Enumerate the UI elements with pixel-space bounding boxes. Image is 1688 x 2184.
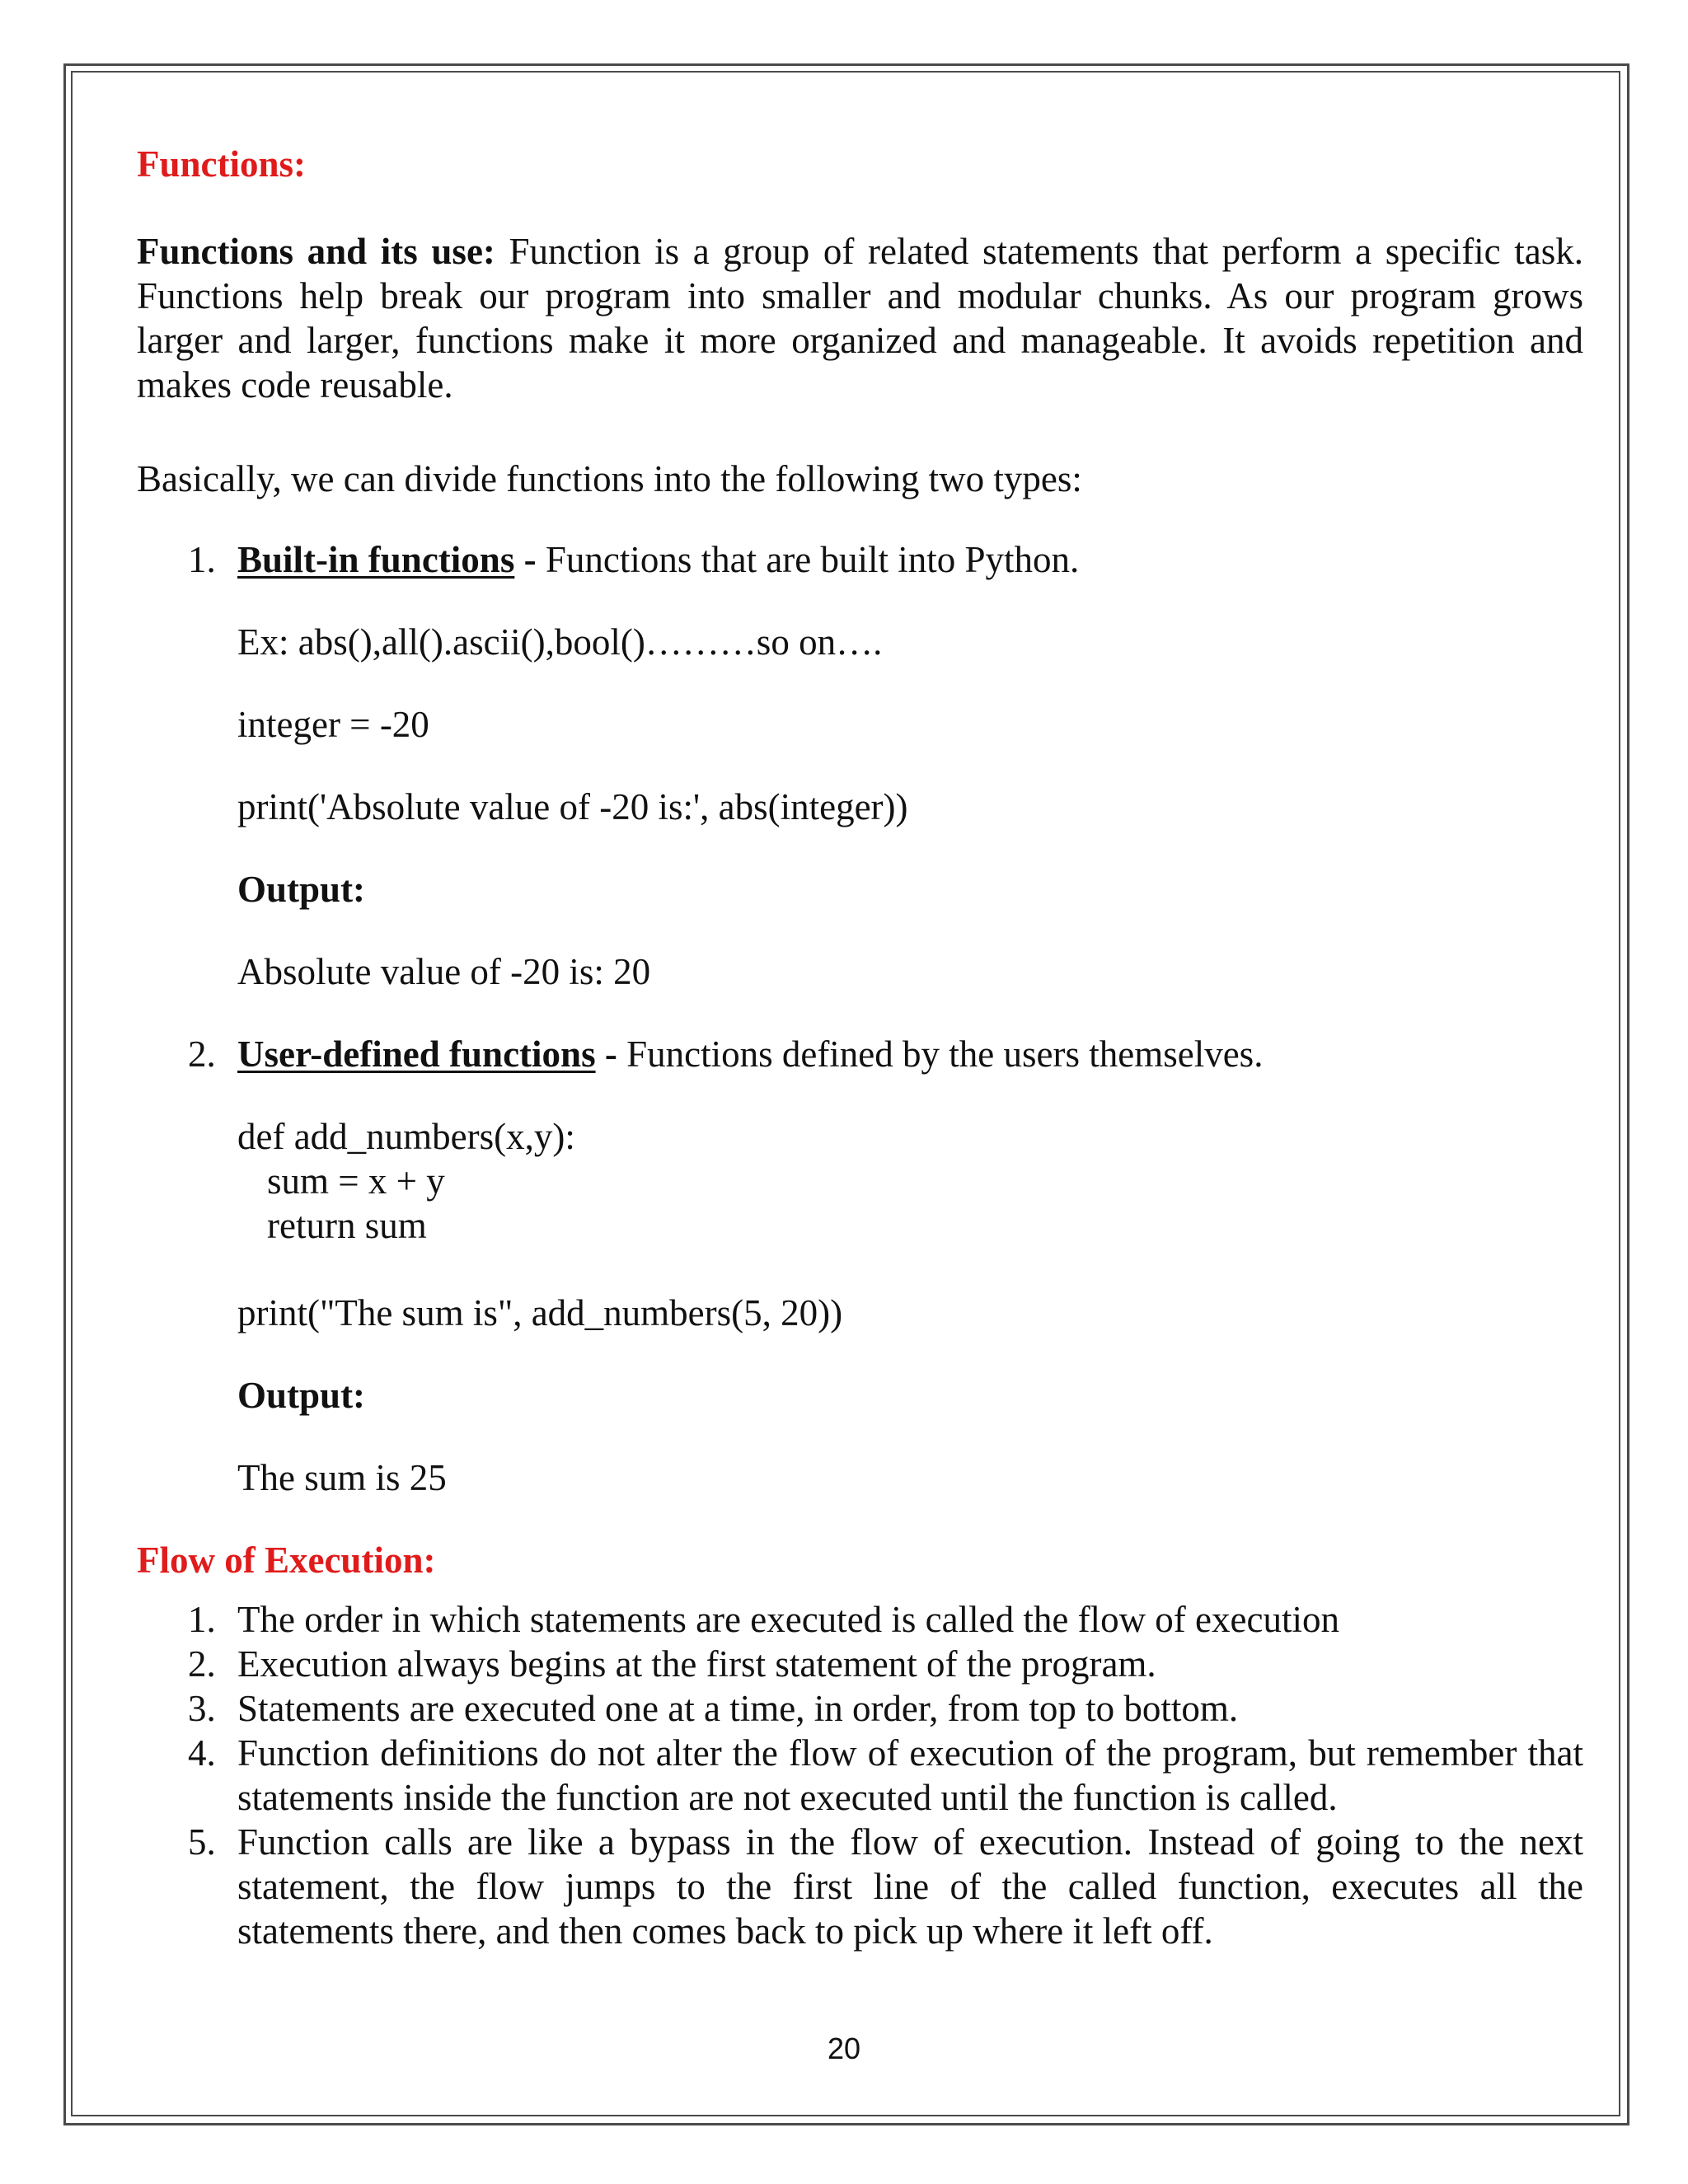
userdefined-code-line-2-text: sum = x + y [267,1160,445,1202]
flow-heading: Flow of Execution: [137,1540,436,1581]
flow-item-number: 3. [188,1688,216,1729]
userdefined-code-line-2 [137,1159,1583,1203]
userdefined-description: Functions defined by the users themselves. [626,1033,1264,1075]
flow-item-number: 1. [188,1599,216,1640]
userdefined-dash: - [595,1033,627,1075]
functions-intro-label: Functions and its use: [137,231,495,272]
userdefined-title: User-defined functions [237,1033,596,1075]
flow-item-number: 4. [188,1732,216,1774]
builtin-example: Ex: abs(),all().ascii(),bool()………so on…. [237,621,883,663]
flow-item-text: Statements are executed one at a time, in order, from top to bottom. [237,1688,1239,1729]
userdefined-code-line-1: def add_numbers(x,y): [237,1116,575,1157]
flow-item [137,1686,1583,1731]
flow-item [137,1642,1583,1686]
flow-item-number: 2. [188,1643,216,1685]
builtin-output-label: Output: [237,869,366,910]
functions-heading: Functions: [137,143,307,185]
userdefined-output-label: Output: [237,1375,366,1416]
functions-intro-paragraph [137,229,1583,407]
userdefined-code-line-4: print("The sum is", add_numbers(5, 20)) [237,1292,843,1333]
userdefined-output-value: The sum is 25 [237,1457,447,1498]
flow-item-number: 5. [188,1821,216,1863]
userdefined-number: 2. [188,1033,216,1075]
builtin-code-line-1: integer = -20 [237,704,429,745]
flow-item [137,1597,1583,1642]
flow-item-text: Function calls are like a bypass in the flow of execution. Instead of going to the next statement, the flow jumps to the first line of the called function, executes all the statements there, and then comes back to pick up where it left off. [237,1821,1583,1952]
flow-item-text: The order in which statements are executed is called the flow of execution [237,1599,1339,1640]
page-content [137,132,1583,1953]
userdefined-code-line-3-text: return sum [267,1205,427,1246]
flow-item [137,1820,1583,1953]
flow-list [137,1597,1583,1953]
flow-item-text: Execution always begins at the first statement of the program. [237,1643,1156,1685]
flow-item [137,1731,1583,1820]
flow-item-text: Function definitions do not alter the flow of execution of the program, but remember that statements inside the function are not executed until the function is called. [237,1732,1583,1818]
builtin-output-value: Absolute value of -20 is: 20 [237,951,651,992]
builtin-functions-item [137,537,1583,582]
builtin-description: Functions that are built into Python. [545,539,1080,580]
builtin-code-line-2: print('Absolute value of -20 is:', abs(integer)) [237,786,908,827]
builtin-title: Built-in functions [237,539,515,580]
userdefined-functions-item [137,1032,1583,1076]
builtin-number: 1. [188,539,216,580]
builtin-dash: - [514,539,546,580]
userdefined-code-line-3 [137,1203,1583,1248]
types-intro: Basically, we can divide functions into the following two types: [137,458,1082,499]
page-number: 20 [827,2032,861,2065]
functions-intro-text: Function is a group of related statements that perform a specific task. Functions help break our program into smaller and modular chunks. As our program grows larger and larger, functions make it more organized and manageable. It avoids repetition and makes code reusable. [137,231,1584,405]
